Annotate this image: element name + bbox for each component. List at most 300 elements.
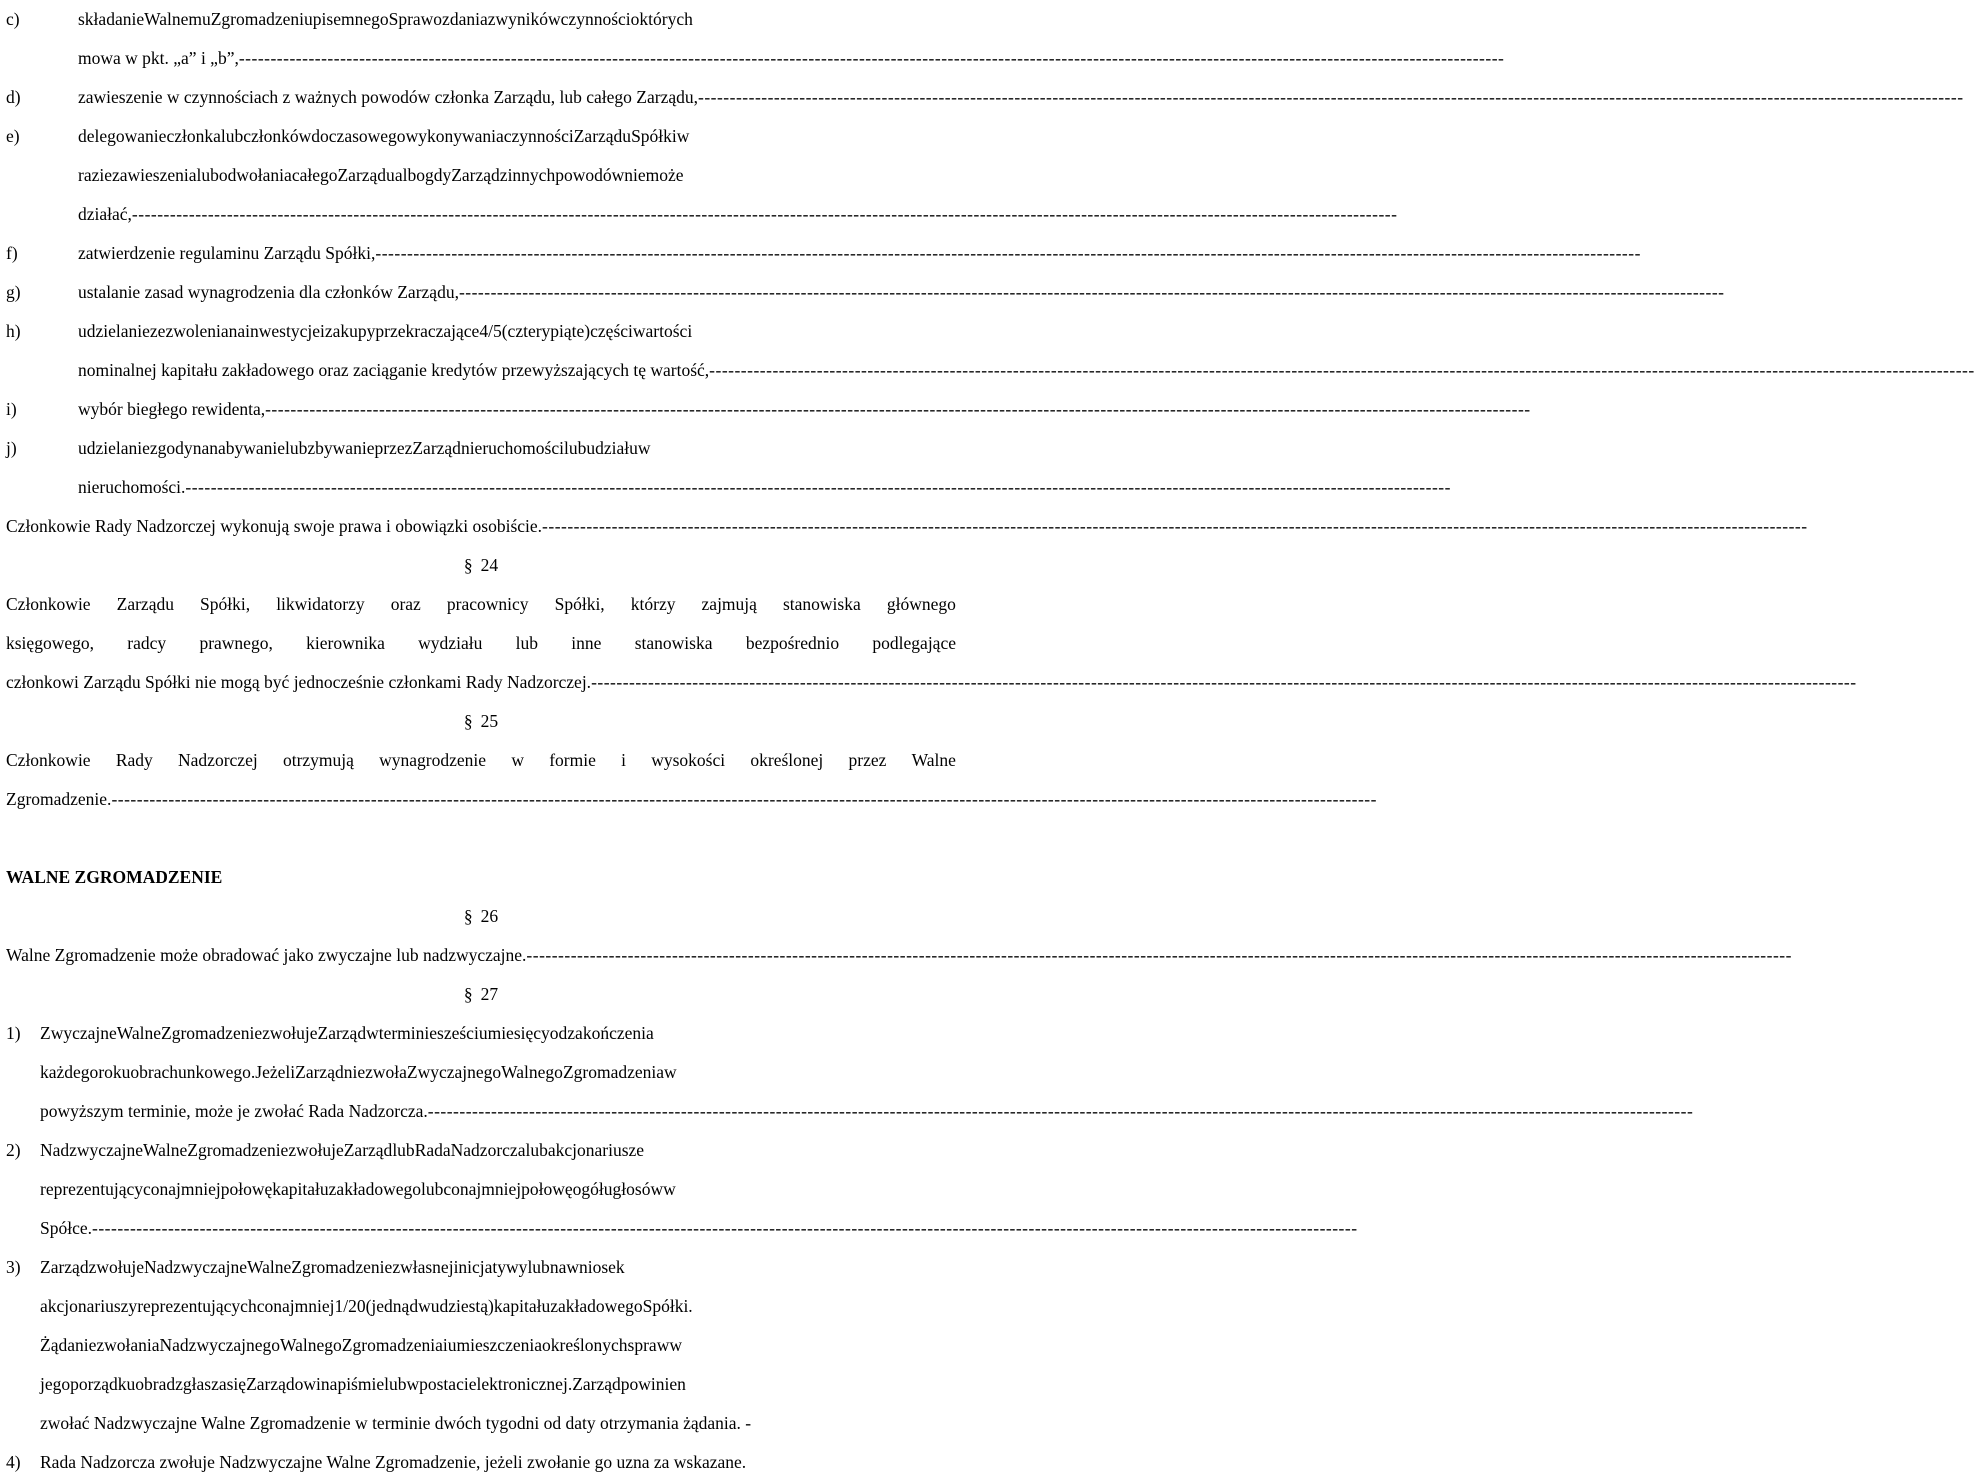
word: pisemnego xyxy=(312,9,389,29)
word: Zarządowi xyxy=(246,1374,321,1394)
word: jego xyxy=(40,1374,71,1394)
word: na xyxy=(549,1257,567,1277)
list-item-text xyxy=(6,273,1725,312)
word: zajmują xyxy=(701,594,757,614)
word: nabywanie xyxy=(209,438,286,458)
numbered-item-line xyxy=(6,1287,956,1326)
dash-filler: -------------------------------------------------------------------------------------------------------------------------------------------------------------------------------------------------------- xyxy=(131,204,1398,224)
word: razie xyxy=(78,165,112,185)
line-text: powyższym terminie, może je zwołać Rada Nadzorcza. xyxy=(40,1101,428,1121)
word: bezpośrednio xyxy=(745,633,840,653)
word: Zarządu xyxy=(116,594,174,614)
word: Nadzwyczajne xyxy=(40,1140,143,1160)
word: reprezentujących xyxy=(137,1296,257,1316)
line-content xyxy=(78,351,1975,390)
word: księgowego, xyxy=(6,633,94,653)
word: udziału xyxy=(586,438,638,458)
word: z xyxy=(487,9,496,29)
section-number: 25 xyxy=(480,711,499,731)
line-content xyxy=(78,312,956,351)
section-number: 26 xyxy=(480,906,499,926)
word: Nadzwyczajnego xyxy=(159,1335,281,1355)
word: zakładowego xyxy=(550,1296,643,1316)
section-heading xyxy=(6,702,956,741)
word: udzielanie xyxy=(78,321,150,341)
word: Zgromadzenie xyxy=(187,1140,289,1160)
line-text: nominalnej kapitału zakładowego oraz zaciąganie kredytów przewyższających tę wartość, xyxy=(78,360,710,380)
word: akcjonariuszy xyxy=(40,1296,138,1316)
word: przez xyxy=(374,438,413,458)
word: Walne xyxy=(911,750,956,770)
word: najmniej xyxy=(459,1179,522,1199)
word: piśmie xyxy=(337,1374,385,1394)
list-line xyxy=(6,117,956,156)
list-item-text xyxy=(6,468,1451,507)
word: innych xyxy=(507,165,556,185)
word: Sprawozdania xyxy=(388,9,488,29)
word: roku xyxy=(98,1062,131,1082)
list-item-text xyxy=(6,390,1531,429)
line-content xyxy=(78,195,1398,234)
word: udzielanie xyxy=(78,438,150,458)
paragraph-25-line xyxy=(6,780,1377,819)
word: prawnego, xyxy=(199,633,273,653)
word: co xyxy=(256,1296,274,1316)
word: Zarządu xyxy=(337,165,395,185)
numbered-item-line xyxy=(6,1404,956,1443)
dash-filler: -------------------------------------------------------------------------------------------------------------------------------------------------------------------------------------------------------- xyxy=(92,1218,1358,1238)
word: zwołuje xyxy=(262,1023,318,1043)
word: całego xyxy=(291,165,338,185)
paragraph-24-line xyxy=(6,663,1857,702)
list-item-text xyxy=(6,195,1398,234)
word: delegowanie xyxy=(78,126,167,146)
word: postaci xyxy=(419,1374,469,1394)
word: z xyxy=(499,165,508,185)
line-content xyxy=(78,117,956,156)
word: co xyxy=(443,1179,460,1199)
word: lub xyxy=(392,1140,415,1160)
item-text xyxy=(6,1053,956,1092)
word: lub xyxy=(515,633,538,653)
word: wynagrodzenie xyxy=(379,750,487,770)
item-text xyxy=(6,1404,956,1443)
line-content xyxy=(40,1209,1358,1248)
dash-filler: -------------------------------------------------------------------------------------------------------------------------------------------------------------------------------------------------------- xyxy=(111,789,1377,809)
word: którzy xyxy=(630,594,676,614)
list-line xyxy=(6,273,1725,312)
line-content xyxy=(40,1131,956,1170)
item-text xyxy=(6,1014,956,1053)
word: co xyxy=(142,1179,160,1199)
word: Zarząd xyxy=(412,438,461,458)
word: własnej xyxy=(400,1257,454,1277)
list-line xyxy=(6,312,956,351)
word: przekraczające xyxy=(375,321,480,341)
word: podlegające xyxy=(872,633,956,653)
line-text: wybór biegłego rewidenta, xyxy=(78,399,266,419)
list-item-text xyxy=(6,156,956,195)
item-text xyxy=(6,1092,1694,1131)
word: zakończenia xyxy=(567,1023,654,1043)
numbered-item-line xyxy=(6,1170,956,1209)
word: formie xyxy=(549,750,596,770)
line-text: Członkowie Rady Nadzorczej wykonują swoje prawa i obowiązki osobiście. xyxy=(6,516,543,536)
line-text: zawieszenie w czynnościach z ważnych powodów członka Zarządu, lub całego Zarządu, xyxy=(78,87,698,107)
list-item-text xyxy=(6,0,956,39)
word: zwołuje xyxy=(288,1140,344,1160)
word: Zwyczajne xyxy=(40,1023,117,1043)
word: radcy xyxy=(127,633,167,653)
numbered-item-line xyxy=(6,1131,956,1170)
word: głosów xyxy=(612,1179,664,1199)
section-symbol: § xyxy=(463,711,473,731)
list-marker: e) xyxy=(6,126,20,146)
word: Zarząd xyxy=(40,1257,89,1277)
document-page xyxy=(6,0,1975,1482)
word: reprezentujący xyxy=(40,1179,143,1199)
line-content xyxy=(40,1365,956,1404)
word: lub xyxy=(527,1257,550,1277)
word: czynności xyxy=(503,126,574,146)
paragraph-24-line xyxy=(6,624,956,663)
word: Zgromadzeniu xyxy=(210,9,313,29)
line-content xyxy=(40,1170,956,1209)
word: Zgromadzenie xyxy=(161,1023,263,1043)
word: pracownicy xyxy=(446,594,529,614)
word: (cztery xyxy=(501,321,551,341)
word: połowę xyxy=(521,1179,573,1199)
line-content xyxy=(40,1092,1694,1131)
word: Jeżeli xyxy=(255,1062,296,1082)
word: przez xyxy=(848,750,887,770)
list-item-text xyxy=(6,312,956,351)
list-line xyxy=(6,156,956,195)
dash-filler: -------------------------------------------------------------------------------------------------------------------------------------------------------------------------------------------------------- xyxy=(185,477,1451,497)
line-content xyxy=(40,1248,956,1287)
dash-filler: -------------------------------------------------------------------------------------------------------------------------------------------------------------------------------------------------------- xyxy=(709,360,1975,380)
line-text: Walne Zgromadzenie może obradować jako zwyczajne lub nadzwyczajne. xyxy=(6,945,527,965)
item-number: 1) xyxy=(6,1023,21,1043)
word: ogółu xyxy=(572,1179,613,1199)
list-item-text xyxy=(6,78,1964,117)
list-item-text xyxy=(6,117,956,156)
list-item-text xyxy=(6,234,1641,273)
word: i xyxy=(442,1335,448,1355)
item-text xyxy=(6,1443,956,1482)
word: określonych xyxy=(542,1335,628,1355)
word: części xyxy=(590,321,633,341)
line-content xyxy=(78,39,1505,78)
word: kapitału xyxy=(272,1179,329,1199)
word: składanie xyxy=(78,9,145,29)
word: wykonywania xyxy=(405,126,504,146)
word: i xyxy=(621,750,626,770)
rada-note xyxy=(6,507,1808,546)
word: Nadzwyczajne xyxy=(143,1257,247,1277)
word: miesięcy xyxy=(487,1023,550,1043)
word: Nadzorcza xyxy=(450,1140,526,1160)
word: może xyxy=(645,165,684,185)
word: lub xyxy=(384,1374,407,1394)
word: albo xyxy=(394,165,425,185)
word: których xyxy=(639,9,693,29)
word: zakupy xyxy=(324,321,376,341)
word: (jedną xyxy=(365,1296,410,1316)
word: Zarządu xyxy=(573,126,632,146)
numbered-item-line xyxy=(6,1248,956,1287)
word: Zarząd xyxy=(295,1062,344,1082)
word: lub xyxy=(285,438,308,458)
item-text xyxy=(6,1209,1358,1248)
word: wyników xyxy=(495,9,561,29)
word: Nadzorczej xyxy=(178,750,258,770)
item-text xyxy=(6,1326,956,1365)
word: zbywanie xyxy=(307,438,375,458)
numbered-item-line xyxy=(6,1053,956,1092)
word: elektronicznej. xyxy=(468,1374,573,1394)
word: zwołania xyxy=(96,1335,160,1355)
numbered-item-line xyxy=(6,1443,956,1482)
word: inwestycje xyxy=(245,321,320,341)
word: otrzymują xyxy=(282,750,354,770)
line-text: działać, xyxy=(78,204,132,224)
word: nie xyxy=(343,1062,366,1082)
word: inicjatywy xyxy=(453,1257,528,1277)
line-text: mowa w pkt. „a” i „b”, xyxy=(78,48,239,68)
blank-line xyxy=(6,819,956,858)
line-text: Spółce. xyxy=(40,1218,93,1238)
line-text: ustalanie zasad wynagrodzenia dla członków Zarządu, xyxy=(78,282,459,302)
section-symbol: § xyxy=(463,906,473,926)
line-content xyxy=(78,0,956,39)
item-text xyxy=(6,1287,956,1326)
line-content xyxy=(78,156,956,195)
word: Spółki xyxy=(631,126,677,146)
word: terminie xyxy=(378,1023,438,1043)
line-content xyxy=(78,429,956,468)
word: czasowego xyxy=(328,126,406,146)
word: członków xyxy=(243,126,312,146)
word: lub xyxy=(525,1140,548,1160)
list-marker: g) xyxy=(6,282,21,302)
word: do xyxy=(311,126,329,146)
word: na xyxy=(192,438,210,458)
word: Zgromadzenia xyxy=(562,1062,664,1082)
dash-filler: -------------------------------------------------------------------------------------------------------------------------------------------------------------------------------------------------------- xyxy=(458,282,1725,302)
list-marker: d) xyxy=(6,87,21,107)
word: zawieszenia xyxy=(112,165,197,185)
list-line xyxy=(6,39,1505,78)
word: zgłasza xyxy=(175,1374,227,1394)
word: każdego xyxy=(40,1062,99,1082)
word: lub xyxy=(563,438,587,458)
word: z xyxy=(392,1257,401,1277)
word: się xyxy=(226,1374,247,1394)
dash-filler: -------------------------------------------------------------------------------------------------------------------------------------------------------------------------------------------------------- xyxy=(526,945,1792,965)
word: lub xyxy=(420,1179,444,1199)
word: Zarząd xyxy=(451,165,500,185)
line-content xyxy=(78,390,1531,429)
list-line xyxy=(6,390,1531,429)
word: na xyxy=(320,1374,338,1394)
word: Spółki. xyxy=(642,1296,693,1316)
word: powinien xyxy=(620,1374,686,1394)
word: Zarząd xyxy=(343,1140,393,1160)
word: Członkowie xyxy=(6,594,91,614)
line-text: Zgromadzenie. xyxy=(6,789,112,809)
word: w xyxy=(676,126,690,146)
word: Zgromadzenia xyxy=(341,1335,443,1355)
word: najmniej xyxy=(159,1179,221,1199)
word: kierownika xyxy=(306,633,385,653)
word: oraz xyxy=(390,594,421,614)
word: lub xyxy=(220,126,244,146)
word: w xyxy=(669,1335,682,1355)
line-content xyxy=(40,1326,956,1365)
word: 4/5 xyxy=(479,321,502,341)
numbered-item-line xyxy=(6,1326,956,1365)
word: inne xyxy=(571,633,602,653)
word: 1/20 xyxy=(334,1296,366,1316)
item-text xyxy=(6,1131,956,1170)
list-line xyxy=(6,195,1398,234)
word: likwidatorzy xyxy=(276,594,365,614)
word: na xyxy=(228,321,246,341)
word: Rady xyxy=(115,750,153,770)
item-number: 3) xyxy=(6,1257,21,1277)
item-text xyxy=(6,1365,956,1404)
word: Walnego xyxy=(501,1062,563,1082)
list-line xyxy=(6,78,1964,117)
numbered-item-line xyxy=(6,1092,1694,1131)
word: Zgromadzenie xyxy=(291,1257,393,1277)
line-content xyxy=(78,468,1451,507)
word: czynności xyxy=(560,9,631,29)
list-marker: j) xyxy=(6,438,17,458)
word: Walne xyxy=(143,1140,188,1160)
word: lub xyxy=(196,165,219,185)
word: Zarząd xyxy=(317,1023,367,1043)
list-line xyxy=(6,234,1641,273)
word: od xyxy=(549,1023,568,1043)
list-line xyxy=(6,0,956,39)
line-content xyxy=(78,78,1964,117)
dash-filler: -------------------------------------------------------------------------------------------------------------------------------------------------------------------------------------------------------- xyxy=(698,87,1964,107)
word: zwołuje xyxy=(88,1257,144,1277)
list-marker: f) xyxy=(6,243,18,263)
section-title: WALNE ZGROMADZENIE xyxy=(6,867,223,887)
word: w xyxy=(511,750,524,770)
list-marker: i) xyxy=(6,399,17,419)
word: w xyxy=(406,1374,420,1394)
section-symbol: § xyxy=(463,555,473,575)
word: Spółki, xyxy=(200,594,251,614)
word: Zwyczajnego xyxy=(406,1062,502,1082)
word: i xyxy=(319,321,325,341)
word: w xyxy=(366,1023,379,1043)
word: Walne xyxy=(116,1023,162,1043)
dash-filler: -------------------------------------------------------------------------------------------------------------------------------------------------------------------------------------------------------- xyxy=(265,399,1531,419)
item-number: 4) xyxy=(6,1452,21,1472)
list-line xyxy=(6,468,1451,507)
item-number: 2) xyxy=(6,1140,21,1160)
word: w xyxy=(664,1062,677,1082)
item-text xyxy=(6,1170,956,1209)
list-line xyxy=(6,429,956,468)
item-text xyxy=(6,1248,956,1287)
word: zwoła xyxy=(365,1062,407,1082)
line-content: Rada Nadzorcza zwołuje Nadzwyczajne Walne Zgromadzenie, jeżeli zwołanie go uzna za wskazane. xyxy=(40,1452,747,1472)
word: członka xyxy=(166,126,221,146)
word: Żądanie xyxy=(40,1335,97,1355)
word: gdy xyxy=(424,165,452,185)
section-number: 24 xyxy=(480,555,499,575)
word: wydziału xyxy=(418,633,483,653)
dash-filler: -------------------------------------------------------------------------------------------------------------------------------------------------------------------------------------------------------- xyxy=(238,48,1505,68)
word: wniosek xyxy=(566,1257,625,1277)
numbered-item-line xyxy=(6,1365,956,1404)
word: nieruchomości xyxy=(460,438,564,458)
word: porządku xyxy=(70,1374,136,1394)
word: Zarząd xyxy=(572,1374,621,1394)
dash-filler: -------------------------------------------------------------------------------------------------------------------------------------------------------------------------------------------------------- xyxy=(542,516,1808,536)
word: zgody xyxy=(149,438,193,458)
paragraph-25-line xyxy=(6,741,956,780)
word: nie xyxy=(624,165,646,185)
dash-filler: -------------------------------------------------------------------------------------------------------------------------------------------------------------------------------------------------------- xyxy=(427,1101,1694,1121)
word: wartości xyxy=(632,321,693,341)
word: w xyxy=(663,1179,676,1199)
word: obrachunkowego. xyxy=(130,1062,256,1082)
paragraph-26 xyxy=(6,936,1792,975)
list-marker: c) xyxy=(6,9,20,29)
word: obrad xyxy=(135,1374,176,1394)
list-item-text xyxy=(6,429,956,468)
line-content: zwołać Nadzwyczajne Walne Zgromadzenie w terminie dwóch tygodni od daty otrzymania żądania. - xyxy=(40,1413,752,1433)
dash-filler: -------------------------------------------------------------------------------------------------------------------------------------------------------------------------------------------------------- xyxy=(375,243,1641,263)
word: spraw xyxy=(627,1335,670,1355)
word: stanowiska xyxy=(634,633,713,653)
word: umieszczenia xyxy=(447,1335,542,1355)
word: powodów xyxy=(555,165,625,185)
line-content xyxy=(78,234,1641,273)
word: sześciu xyxy=(437,1023,488,1043)
section-heading xyxy=(6,546,956,585)
word: kapitału xyxy=(493,1296,551,1316)
word: Walnemu xyxy=(144,9,211,29)
word: stanowiska xyxy=(782,594,861,614)
list-item-text xyxy=(6,351,1975,390)
word: najmniej xyxy=(273,1296,335,1316)
list-marker: h) xyxy=(6,321,21,341)
line-content xyxy=(78,273,1725,312)
word: akcjonariusze xyxy=(547,1140,645,1160)
line-content xyxy=(40,1053,956,1092)
paragraph-24-line xyxy=(6,585,956,624)
list-line xyxy=(6,351,1975,390)
line-text: nieruchomości. xyxy=(78,477,186,497)
line-text: członkowi Zarządu Spółki nie mogą być jednocześnie członkami Rady Nadzorczej. xyxy=(6,672,592,692)
section-number: 27 xyxy=(480,984,499,1004)
word: Walnego xyxy=(280,1335,342,1355)
word: Członkowie xyxy=(6,750,91,770)
numbered-item-line xyxy=(6,1014,956,1053)
section-symbol: § xyxy=(463,984,473,1004)
dash-filler: -------------------------------------------------------------------------------------------------------------------------------------------------------------------------------------------------------- xyxy=(591,672,1857,692)
list-item-text xyxy=(6,39,1505,78)
word: odwołania xyxy=(218,165,292,185)
